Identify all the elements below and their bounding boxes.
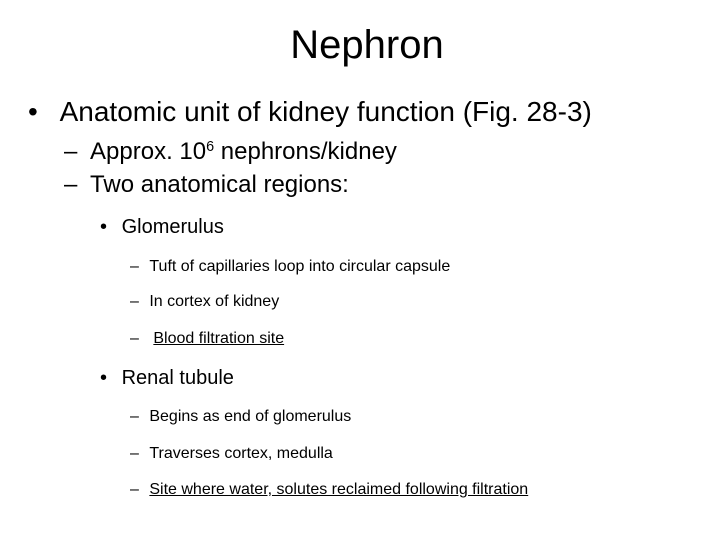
slide-title: Nephron <box>290 23 444 67</box>
approx-base: Approx. 10 <box>90 138 207 165</box>
approx-exponent: 6 <box>206 139 215 156</box>
dash-marker: – <box>130 445 139 462</box>
glomerulus-item-text: In cortex of kidney <box>149 293 280 310</box>
tubule-label: Renal tubule <box>121 367 234 389</box>
tubule-item-text: Traverses cortex, medulla <box>149 445 333 462</box>
tubule-item <box>130 406 351 428</box>
tubule-bullet <box>100 365 234 391</box>
glomerulus-bullet <box>100 214 224 240</box>
sub-bullet-approx <box>64 137 397 167</box>
tubule-item <box>130 443 333 465</box>
sub-bullet-regions <box>64 170 349 200</box>
dash-marker: – <box>64 171 78 198</box>
glomerulus-label: Glomerulus <box>121 216 224 238</box>
dash-marker: – <box>130 293 139 310</box>
dash-marker: – <box>64 138 78 165</box>
glomerulus-item <box>130 256 450 278</box>
main-bullet <box>28 95 592 129</box>
main-bullet-text: Anatomic unit of kidney function (Fig. 28-3) <box>59 96 592 127</box>
bullet-marker: • <box>28 96 38 127</box>
regions-text: Two anatomical regions: <box>90 171 349 198</box>
approx-text <box>90 138 397 165</box>
dash-marker: – <box>130 330 139 347</box>
glomerulus-item <box>130 291 279 313</box>
bullet-marker: • <box>100 216 108 238</box>
tubule-item <box>130 479 528 501</box>
glomerulus-item-text: Tuft of capillaries loop into circular capsule <box>149 258 451 275</box>
approx-rest: nephrons/kidney <box>214 138 397 165</box>
dash-marker: – <box>130 258 139 275</box>
bullet-marker: • <box>100 367 108 389</box>
glomerulus-item <box>130 328 284 350</box>
tubule-item-text: Site where water, solutes reclaimed following filtration <box>149 481 529 498</box>
glomerulus-item-text: Blood filtration site <box>153 330 285 347</box>
tubule-item-text: Begins as end of glomerulus <box>149 408 352 425</box>
dash-marker: – <box>130 408 139 425</box>
dash-marker: – <box>130 481 139 498</box>
